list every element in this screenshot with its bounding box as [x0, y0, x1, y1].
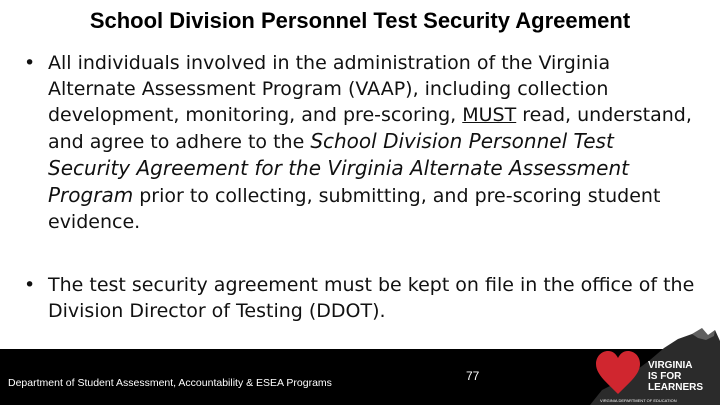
bullet-text: All individuals involved in the administration of the Virginia Alternate Assessment Program (VAAP), including collection development, monitoring, and pre-scoring,: [48, 52, 611, 126]
bullet-text: prior to collecting, submitting, and pre-scoring student evidence.: [48, 185, 661, 233]
bullet-text: read, understand, and agree to adhere to the: [48, 104, 692, 153]
slide-title: School Division Personnel Test Security Agreement: [89, 8, 631, 33]
virginia-is-for-learners-logo: [590, 306, 720, 405]
logo-line-virginia: VIRGINIA: [648, 360, 693, 371]
logo-line-learners: LEARNERS: [648, 382, 704, 393]
bullet-list: [22, 50, 702, 324]
document-title: School Division Personnel Test Security Agreement for the Virginia Alternate Assessment Program: [48, 129, 629, 207]
bullet-marker: •: [24, 274, 36, 296]
bullet-marker: •: [24, 52, 36, 74]
emphasis-text: MUST: [462, 104, 517, 126]
department-name: Department of Student Assessment, Accountability & ESEA Programs: [8, 377, 332, 389]
bullet-text: The test security agreement must be kept on file in the office of the Division Director of Testing (DDOT).: [48, 274, 695, 322]
logo-tagline: VIRGINIA DEPARTMENT OF EDUCATION: [600, 398, 677, 403]
page-number: 77: [466, 369, 480, 383]
logo-line-is-for: IS FOR: [648, 371, 682, 382]
bullet-item: [22, 50, 702, 235]
